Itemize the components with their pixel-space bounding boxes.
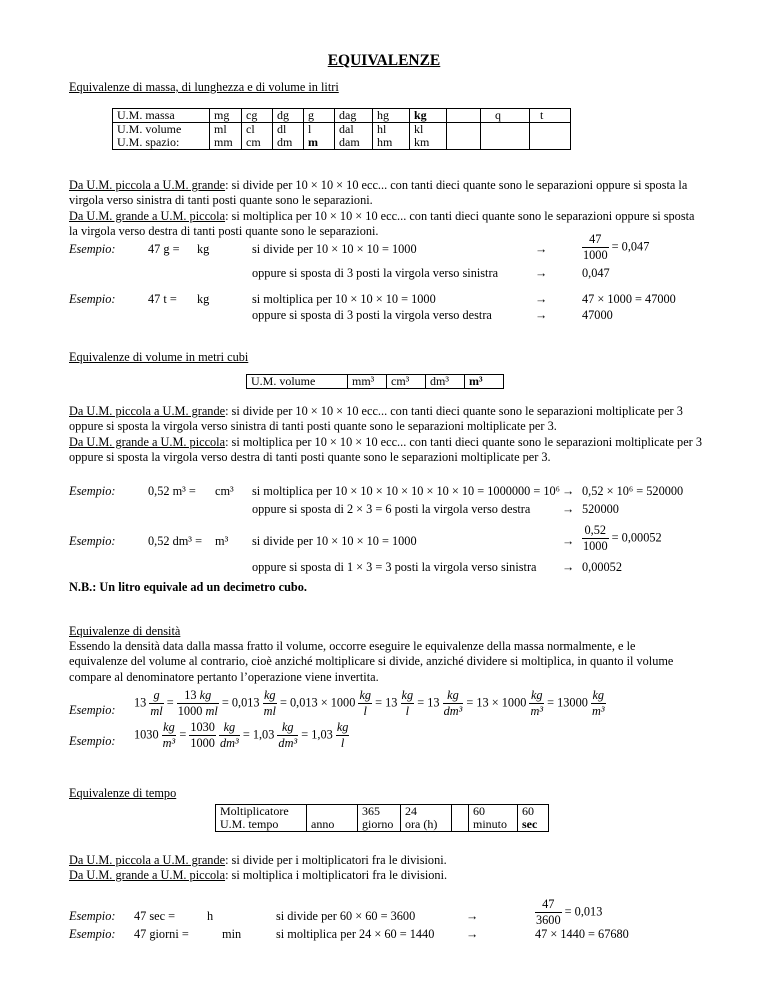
term: = 13000: [547, 695, 588, 710]
example-unit: h: [207, 909, 214, 923]
arrow-icon: →: [562, 484, 575, 498]
frac-num: kg: [530, 688, 543, 702]
volume-units-table: [246, 374, 504, 389]
cell: 60: [518, 805, 549, 819]
term: = 13: [417, 695, 440, 710]
rule-text: : si moltiplica i moltiplicatori fra le divisioni.: [225, 868, 448, 882]
cell: dal: [335, 123, 373, 137]
row-label-volume: U.M. volume: [113, 123, 210, 137]
example-label: Esempio:: [69, 292, 116, 306]
row-label: Moltiplicatore: [216, 805, 307, 819]
cell: hg: [373, 109, 410, 123]
example-unit: m³: [215, 534, 229, 548]
frac-num: kg: [163, 720, 175, 734]
frac-den: l: [340, 736, 345, 750]
rule-label: Da U.M. grande a U.M. piccola: [69, 208, 226, 223]
example-label: Esempio:: [69, 242, 116, 256]
rule-label: Da U.M. piccola a U.M. grande: [69, 853, 226, 867]
example-label: Esempio:: [69, 909, 116, 923]
cell: [530, 136, 571, 150]
example-fraction: [582, 232, 649, 263]
example-given: 47 g =: [148, 242, 180, 256]
example-step: si moltiplica per 10 × 10 × 10 = 1000: [252, 292, 436, 306]
cell: ml: [210, 123, 242, 137]
example-step: si divide per 10 × 10 × 10 = 1000: [252, 242, 417, 256]
row-label-mass: U.M. massa: [113, 109, 210, 123]
example-step: si moltiplica per 10 × 10 × 10 × 10 × 10 × 10 = 1000000 = 10⁶: [252, 484, 560, 498]
frac-den: l: [363, 704, 367, 718]
example-fraction: [582, 523, 662, 554]
frac-den: 1000: [583, 248, 608, 262]
density-formula-2: 1030 $\frac{kg}{\text{m³}}$ = $\frac{1030}{1000}$ $\frac{kg}{\text{dm³}}$ = 1,03 $\frac{kg}{\text{dm³}}$ = 1,03 $\frac{kg}{l}$: [134, 720, 349, 750]
example-step: si divide per 10 × 10 × 10 = 1000: [252, 534, 417, 548]
example-step: si divide per 60 × 60 = 3600: [276, 909, 416, 923]
cell: mm: [210, 136, 242, 150]
mass-heading: Equivalenze di massa, di lunghezza e di volume in litri: [69, 80, 339, 94]
cell: [481, 136, 530, 150]
cell: [452, 805, 469, 819]
cell: giorno: [358, 818, 401, 832]
page-title: EQUIVALENZE: [327, 52, 441, 69]
rule-text: : si divide per i moltiplicatori fra le divisioni.: [225, 853, 447, 867]
cell: hl: [373, 123, 410, 137]
rule-text: virgola verso sinistra di tanti posti quante sono le separazioni.: [69, 193, 373, 208]
example-label: Esempio:: [69, 534, 116, 548]
rule-text: : si moltiplica per 10 × 10 × 10 ecc... con tanti dieci quante sono le separazioni oppure si sposta: [225, 208, 695, 223]
volume-note: N.B.: Un litro equivale ad un decimetro cubo.: [69, 580, 307, 594]
example-given: 0,52 m³ =: [148, 484, 196, 498]
cell: q: [481, 109, 530, 123]
term: = 1,03: [301, 727, 333, 742]
density-line: equivalenze del volume al contrario, cioè anziché moltiplicare si divide, anziché dividere si moltiplica, in quanto il volume: [69, 654, 674, 669]
cell: mg: [210, 109, 242, 123]
frac-num: 47: [582, 232, 609, 248]
frac-den: 1000: [177, 704, 203, 718]
cell: g: [304, 109, 335, 123]
example-result: 47000: [582, 308, 613, 322]
cell: 365: [358, 805, 401, 819]
frac-num: kg: [336, 720, 349, 734]
row-label-space: U.M. spazio:: [113, 136, 210, 150]
rule-text: : si divide per 10 × 10 × 10 ecc... con tanti dieci quante sono le separazioni oppure si sposta la: [225, 178, 688, 192]
cell: m³: [465, 375, 504, 389]
example-step: si moltiplica per 24 × 60 = 1440: [276, 927, 435, 941]
frac-num: kg: [219, 720, 240, 736]
example-given: 0,52 dm³ =: [148, 534, 203, 548]
frac-den: ml: [150, 704, 163, 718]
term: = 0,013: [221, 695, 260, 710]
example-given: 47 t =: [148, 292, 177, 306]
example-result: 0,00052: [582, 560, 622, 574]
frac-den: m³: [591, 704, 605, 718]
cell: [452, 818, 469, 832]
cell: mm³: [348, 375, 387, 389]
example-label: Esempio:: [69, 927, 116, 941]
density-heading: Equivalenze di densità: [69, 624, 181, 638]
example-unit: kg: [197, 292, 210, 306]
time-heading: Equivalenze di tempo: [69, 786, 177, 800]
cell: cm³: [387, 375, 426, 389]
arrow-icon: →: [562, 560, 575, 574]
rule-text: oppure si sposta la virgola verso destra di tanti posti quante sono le separazioni moltiplicate per 3.: [69, 450, 551, 465]
term: 13: [134, 695, 147, 710]
time-rule: [69, 853, 447, 868]
row-label: U.M. tempo: [216, 818, 307, 832]
example-result: 0,52 × 10⁶ = 520000: [582, 484, 684, 498]
cell: l: [304, 123, 335, 137]
cell: ora (h): [401, 818, 452, 832]
cell: 60: [469, 805, 518, 819]
example-label: Esempio:: [69, 484, 116, 498]
cell: dm³: [426, 375, 465, 389]
arrow-icon: →: [466, 927, 479, 941]
time-units-table: [215, 804, 549, 832]
frac-num: 1030: [190, 720, 215, 734]
frac-num: 0,52: [582, 523, 609, 539]
cell: cl: [242, 123, 273, 137]
rule-text: la virgola verso destra di tanti posti quante sono le separazioni.: [69, 224, 379, 239]
frac-den: m³: [530, 704, 544, 718]
example-result: 47 × 1440 = 67680: [535, 927, 629, 941]
frac-num: 47: [535, 897, 562, 913]
frac-num: g: [149, 688, 163, 704]
rule-text: oppure si sposta la virgola verso sinistra di tanti posti quante sono le separazioni moltiplicate per 3.: [69, 419, 557, 434]
cell: kl: [410, 123, 447, 137]
arrow-icon: →: [562, 502, 575, 516]
arrow-icon: →: [535, 266, 548, 280]
example-result: 0,047: [582, 266, 610, 280]
arrow-icon: →: [535, 242, 548, 256]
frac-den: dm³: [443, 704, 463, 718]
term: = 1,03: [242, 727, 275, 742]
rule-label: Da U.M. grande a U.M. piccola: [69, 868, 226, 882]
term: = 13 × 1000: [466, 695, 527, 710]
arrow-icon: →: [562, 534, 575, 548]
cell: 24: [401, 805, 452, 819]
example-result: 520000: [582, 502, 619, 516]
arrow-icon: →: [535, 308, 548, 322]
density-line: compare al denominatore pertanto l’operazione viene invertita.: [69, 669, 379, 684]
cell: dl: [273, 123, 304, 137]
example-given: 47 sec =: [134, 909, 176, 923]
term: = 13: [375, 695, 398, 710]
cell: dg: [273, 109, 304, 123]
frac-num: kg: [401, 688, 414, 702]
cell: cm: [242, 136, 273, 150]
example-label: Esempio:: [69, 703, 116, 717]
frac-result: = 0,013: [564, 904, 603, 919]
example-given: 47 giorni =: [134, 927, 189, 941]
frac-num: kg: [592, 688, 605, 702]
cell: sec: [518, 818, 549, 832]
example-step: oppure si sposta di 3 posti la virgola verso sinistra: [252, 266, 499, 280]
rule-label: Da U.M. piccola a U.M. grande: [69, 178, 226, 192]
frac-num: kg: [359, 688, 372, 702]
frac-den: 1000: [583, 539, 608, 553]
frac-num: kg: [263, 688, 276, 702]
cell: dag: [335, 109, 373, 123]
frac-num: kg: [277, 720, 298, 736]
cell: dam: [335, 136, 373, 150]
mass-units-table: [112, 108, 571, 150]
example-step: oppure si sposta di 3 posti la virgola verso destra: [252, 308, 492, 322]
frac-den: m³: [162, 736, 176, 750]
time-rule: [69, 868, 447, 883]
frac-result: = 0,047: [611, 239, 650, 254]
arrow-icon: →: [466, 909, 479, 923]
cell: [447, 109, 481, 123]
cell: [447, 123, 481, 137]
frac-num: 13: [184, 688, 197, 702]
frac-result: = 0,00052: [611, 530, 662, 545]
frac-den: ml: [205, 704, 218, 718]
frac-den: 1000: [190, 736, 215, 750]
cell: m: [304, 136, 335, 150]
example-unit: min: [222, 927, 242, 941]
cell: kg: [410, 109, 447, 123]
cell: hm: [373, 136, 410, 150]
cell: minuto: [469, 818, 518, 832]
row-label: U.M. volume: [247, 375, 348, 389]
volume-heading: Equivalenze di volume in metri cubi: [69, 350, 249, 364]
frac-num: kg: [199, 688, 212, 702]
cell: [307, 805, 358, 819]
frac-num: kg: [443, 688, 464, 704]
example-unit: kg: [197, 242, 210, 256]
cell: t: [530, 109, 571, 123]
term: = 0,013 × 1000: [280, 695, 356, 710]
cell: [530, 123, 571, 137]
rule-label: Da U.M. piccola a U.M. grande: [69, 404, 226, 418]
cell: anno: [307, 818, 358, 832]
cell: km: [410, 136, 447, 150]
rule-text: : si moltiplica per 10 × 10 × 10 ecc... con tanti dieci quante sono le separazioni moltiplicate per 3: [225, 434, 702, 449]
cell: cg: [242, 109, 273, 123]
frac-den: dm³: [278, 736, 298, 750]
example-step: oppure si sposta di 2 × 3 = 6 posti la virgola verso destra: [252, 502, 531, 516]
frac-den: ml: [263, 704, 276, 718]
example-fraction: [535, 897, 602, 928]
rule-label: Da U.M. grande a U.M. piccola: [69, 434, 226, 449]
arrow-icon: →: [535, 292, 548, 306]
example-result: 47 × 1000 = 47000: [582, 292, 676, 306]
mass-rules: [69, 178, 713, 240]
frac-den: 3600: [536, 913, 561, 927]
cell: dm: [273, 136, 304, 150]
volume-rules: [69, 404, 713, 466]
cell: [481, 123, 530, 137]
frac-den: dm³: [220, 736, 239, 750]
example-label: Esempio:: [69, 734, 116, 748]
density-line: Essendo la densità data dalla massa fratto il volume, occorre eseguire le equivalenze della massa normalmente, e le: [69, 639, 636, 653]
cell: [447, 136, 481, 150]
example-step: oppure si sposta di 1 × 3 = 3 posti la virgola verso sinistra: [252, 560, 537, 574]
rule-text: : si divide per 10 × 10 × 10 ecc... con tanti dieci quante sono le separazioni moltiplicate per 3: [225, 404, 683, 418]
term: 1030: [134, 727, 159, 742]
example-unit: cm³: [215, 484, 234, 498]
density-formula-1: 13 $\frac{g}{ml}$ = $\frac{13 kg}{1000 ml}$ = 0,013 $\frac{kg}{ml}$ = 0,013 × 1000 $\frac{kg}{l}$ = 13 $\frac{kg}{l}$ = 13 $\frac{kg}{\text{dm³}}$ = 13 × 1000 $\frac{kg}{\text{m³}}$ = 13000 $\frac{kg}{\text{m³}}$: [134, 688, 605, 718]
density-text: [69, 639, 713, 685]
frac-den: l: [405, 704, 410, 718]
